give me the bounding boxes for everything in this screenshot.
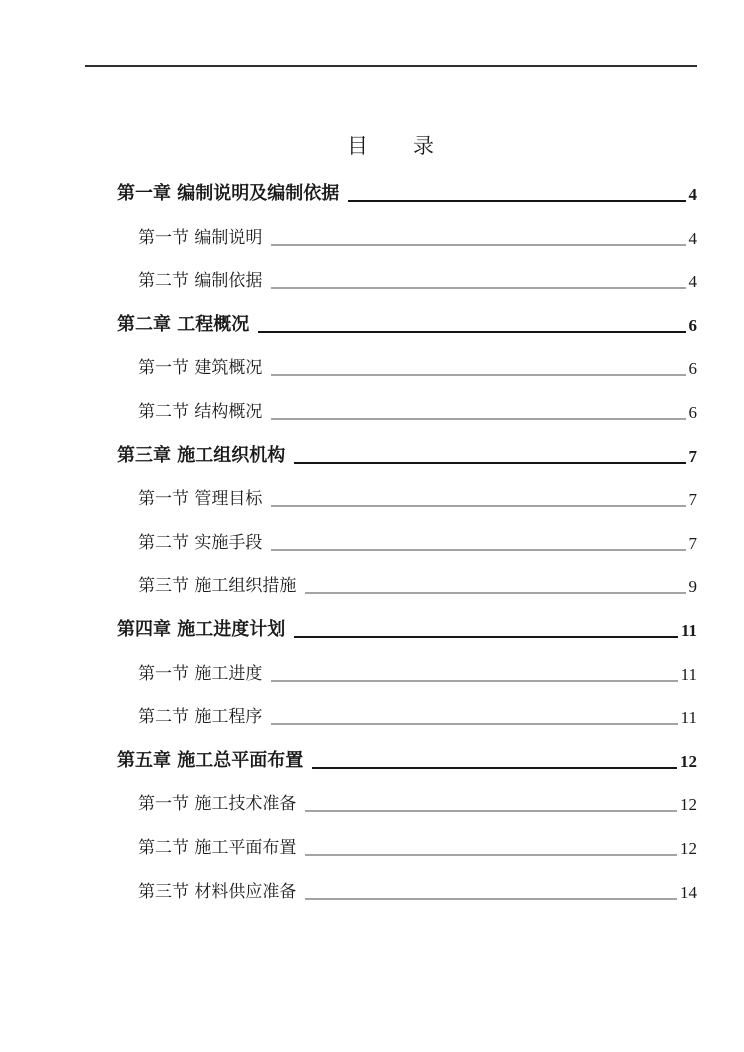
- toc-section-entry[interactable]: [85, 837, 697, 859]
- toc-entry-page: 12: [680, 838, 697, 858]
- toc-leader-line: [271, 549, 685, 551]
- toc-leader-line: [271, 505, 685, 507]
- toc-entry-label: 第三节 施工组织措施: [138, 576, 297, 597]
- toc-entry-page: 14: [680, 882, 697, 902]
- toc-entry-label: 第一节 施工进度: [138, 663, 263, 684]
- toc-entry-label: 第二章 工程概况: [117, 313, 250, 335]
- toc-entry-label: 第一节 建筑概况: [138, 358, 263, 379]
- toc-entry-label: 第一节 施工技术准备: [138, 794, 297, 815]
- toc-entry-label: 第二节 编制依据: [138, 271, 263, 292]
- toc-entry-label: 第一节 管理目标: [138, 489, 263, 510]
- toc-entry-page: 11: [680, 708, 697, 728]
- toc-leader-line: [271, 287, 685, 289]
- toc-leader-line: [305, 592, 685, 594]
- toc-section-entry[interactable]: [85, 357, 697, 379]
- toc-leader-line: [294, 462, 685, 464]
- toc-entry-label: 第二节 结构概况: [138, 401, 263, 422]
- toc-entry-page: 4: [688, 185, 697, 204]
- toc-entry-label: 第五章 施工总平面布置: [117, 749, 304, 771]
- toc-leader-line: [305, 898, 677, 900]
- toc-entry-label: 第三节 材料供应准备: [138, 881, 297, 902]
- toc-title: 目 录: [347, 134, 435, 158]
- toc-entry-label: 第一章 编制说明及编制依据: [117, 183, 340, 204]
- toc-section-entry[interactable]: [85, 227, 697, 249]
- toc-leader-line: [312, 767, 677, 769]
- toc-entry-page: 11: [680, 620, 697, 640]
- toc-leader-line: [294, 636, 678, 638]
- toc-leader-line: [271, 680, 677, 682]
- toc-entry-page: 6: [688, 359, 697, 379]
- toc-list: [85, 183, 697, 924]
- toc-entry-page: 7: [688, 446, 697, 466]
- toc-chapter-entry[interactable]: [85, 445, 697, 467]
- toc-entry-page: 6: [688, 315, 697, 335]
- page-header-rule: [85, 65, 697, 67]
- toc-section-entry[interactable]: [85, 706, 697, 728]
- toc-entry-label: 第二节 施工平面布置: [138, 837, 297, 858]
- toc-leader-line: [258, 331, 685, 333]
- toc-entry-label: 第四章 施工进度计划: [117, 618, 286, 640]
- toc-leader-line: [348, 200, 685, 202]
- toc-entry-page: 7: [688, 533, 697, 553]
- toc-section-entry[interactable]: [85, 488, 697, 510]
- toc-section-entry[interactable]: [85, 793, 697, 815]
- toc-entry-label: 第二节 施工程序: [138, 707, 263, 728]
- toc-entry-page: 12: [680, 751, 697, 771]
- toc-section-entry[interactable]: [85, 881, 697, 903]
- toc-leader-line: [271, 244, 685, 246]
- toc-section-entry[interactable]: [85, 401, 697, 423]
- toc-entry-page: 12: [680, 795, 697, 815]
- toc-entry-page: 6: [688, 402, 697, 422]
- toc-leader-line: [271, 374, 685, 376]
- toc-entry-label: 第三章 施工组织机构: [117, 444, 286, 466]
- toc-entry-page: 9: [688, 577, 697, 597]
- toc-leader-line: [305, 854, 677, 856]
- toc-leader-line: [305, 810, 677, 812]
- toc-section-entry[interactable]: [85, 270, 697, 292]
- toc-entry-page: 7: [688, 490, 697, 510]
- toc-chapter-entry[interactable]: [85, 750, 697, 772]
- toc-entry-page: 4: [688, 272, 697, 292]
- toc-entry-label: 第二节 实施手段: [138, 532, 263, 553]
- toc-leader-line: [271, 418, 685, 420]
- toc-chapter-entry[interactable]: [85, 314, 697, 336]
- toc-entry-page: 11: [680, 664, 697, 684]
- toc-section-entry[interactable]: [85, 532, 697, 554]
- toc-leader-line: [271, 723, 677, 725]
- toc-entry-page: 4: [688, 228, 697, 248]
- toc-section-entry[interactable]: [85, 663, 697, 685]
- toc-chapter-entry[interactable]: [85, 619, 697, 641]
- toc-entry-label: 第一节 编制说明: [138, 227, 263, 248]
- toc-section-entry[interactable]: [85, 575, 697, 597]
- toc-chapter-entry[interactable]: [85, 183, 697, 205]
